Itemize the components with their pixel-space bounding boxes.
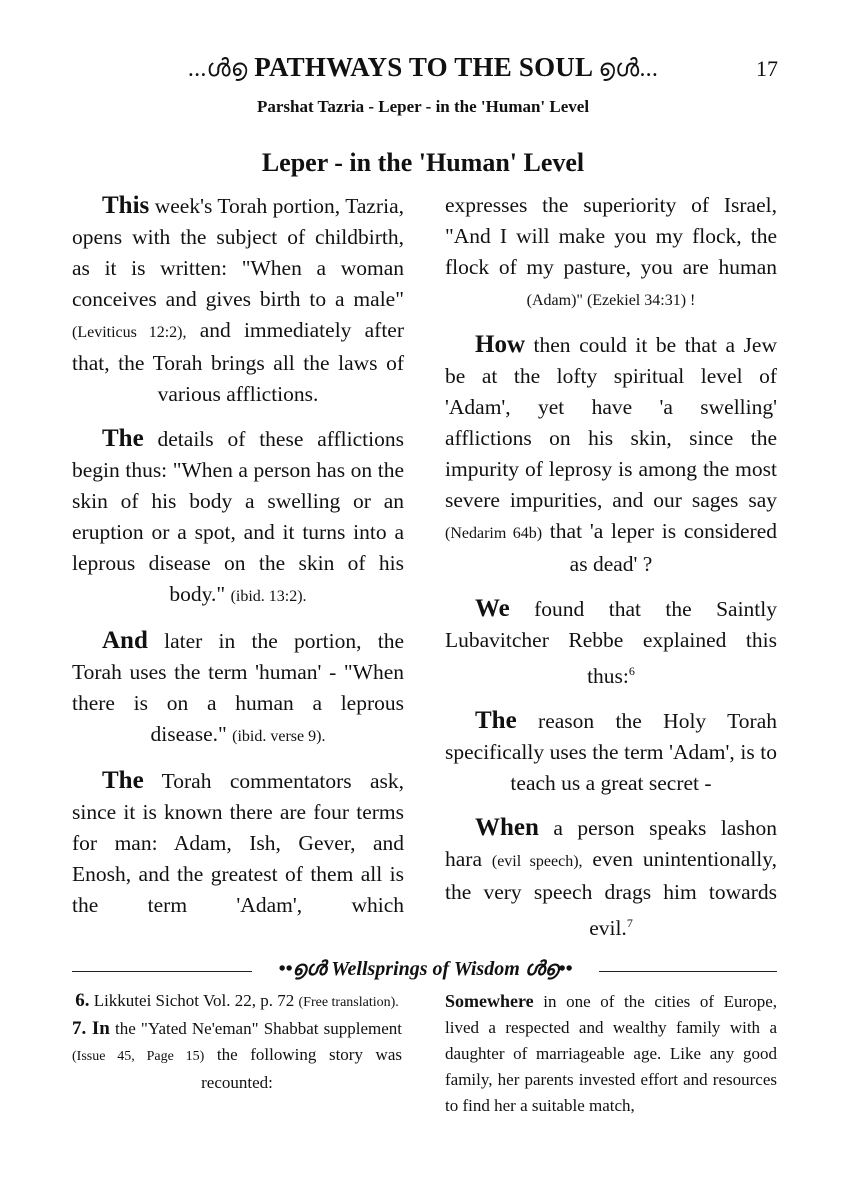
footnote-number: 6. [75,990,90,1011]
reference: (evil speech), [491,853,583,871]
paragraph-text: later in the portion, the Torah uses the term 'human' - "When there is on a human a leprous disease." [72,629,404,746]
footnote-text: Likkutei Sichot Vol. 22, p. 72 [89,991,299,1010]
ornament-left: ••൭ൾ [278,958,327,980]
ornament-right: ൭ൾ... [598,56,659,82]
lead-word: The [102,767,144,794]
lead-word: The [475,707,517,735]
footnote [72,988,402,1016]
divider-line [72,971,252,972]
reference: (Adam)" (Ezekiel 34:31) ! [526,292,696,309]
paragraph-text: reason the Holy Torah specifically uses the term 'Adam', is to teach us a great secret - [445,709,777,796]
story-paragraph [445,988,777,1119]
paragraph [72,765,404,921]
footnote-text: the "Yated Ne'eman" Shabbat supplement [109,1019,402,1038]
lead-word: How [475,331,525,358]
paragraph [72,190,404,410]
paragraph [445,593,777,692]
reference: (Leviticus 12:2), [72,324,187,341]
lead-word: And [102,627,148,654]
footnote-marker[interactable]: 7 [626,916,633,931]
reference: (ibid. 13:2). [230,588,307,605]
footnote-small: (Free translation). [298,995,399,1010]
paragraph-text: found that the Saintly Lubavitcher Rebbe explained this thus: [445,597,777,689]
ornament-right: ൾ൭•• [524,958,573,980]
paragraph [445,329,777,580]
running-header [0,52,846,83]
paragraph-text: expresses the superiority of Israel, "And I will make you my flock, the flock of my pasture, you are human [445,193,777,279]
paragraph-text: a person speaks lashon hara [445,816,777,872]
footnote-small: (Issue 45, Page 15) [72,1049,205,1064]
paragraph [72,423,404,612]
paragraph-text: that 'a leper is considered as dead' ? [542,519,777,576]
story-lead: Somewhere [445,991,534,1011]
reference: (ibid. verse 9). [232,728,326,745]
paragraph [72,625,404,752]
story-column [445,988,777,1119]
section-divider [72,958,777,984]
lead-word: This [102,192,150,219]
page-number: 17 [756,56,778,81]
lead-word: The [102,425,144,452]
paragraph-text: details of these afflictions begin thus: "When a person has on the skin of his body a swelling or an eruption or a spot, and it turns into a leprous disease on the skin of his body." [72,427,404,606]
ornament-left: ...ൾ൭ [187,56,248,82]
footnote-lead: In [86,1018,110,1039]
article-title: Leper - in the 'Human' Level [261,148,585,177]
reference: (Nedarim 64b) [445,525,543,542]
left-column [72,190,404,934]
paragraph-text: even unintentionally, the very speech drags him towards evil. [445,847,777,941]
footnote-text: the following story was recounted: [201,1045,402,1092]
right-column [445,190,777,957]
footnote-number: 7. [72,1018,87,1039]
chapter-subtitle: Parshat Tazria - Leper - in the 'Human' Level [256,97,590,116]
paragraph-text: Torah commentators ask, since it is known there are four terms for man: Adam, Ish, Gever, and Enosh, and the greatest of them all is the term 'Adam', which [72,769,404,917]
divider-label [252,958,599,981]
book-title: PATHWAYS TO THE SOUL [254,52,592,82]
paragraph-text: then could it be that a Jew be at the lofty spiritual level of 'Adam', yet have 'a swelling' afflictions on his skin, since the impurity of leprosy is among the most severe impurities, and our sages say [445,333,777,512]
lead-word: When [475,814,539,842]
footnote [72,1016,402,1096]
footnote-marker[interactable]: 6 [628,664,635,678]
paragraph-text: and immediately after that, the Torah brings all the laws of various afflictions. [72,318,405,406]
lead-word: We [475,595,510,622]
divider-line [599,971,777,972]
paragraph [445,190,777,316]
paragraph-text: week's Torah portion, Tazria, opens with the subject of childbirth, as it is written: "When a woman conceives and gives birth to a male" [72,194,404,311]
story-text: in one of the cities of Europe, lived a respected and wealthy family with a daughter of marriageable age. Like any good family, her parents invested effort and resources to find her a suitable match, [445,992,777,1115]
divider-title: Wellsprings of Wisdom [331,958,520,980]
paragraph [445,812,777,944]
paragraph [445,705,777,799]
footnotes-left [72,988,402,1096]
